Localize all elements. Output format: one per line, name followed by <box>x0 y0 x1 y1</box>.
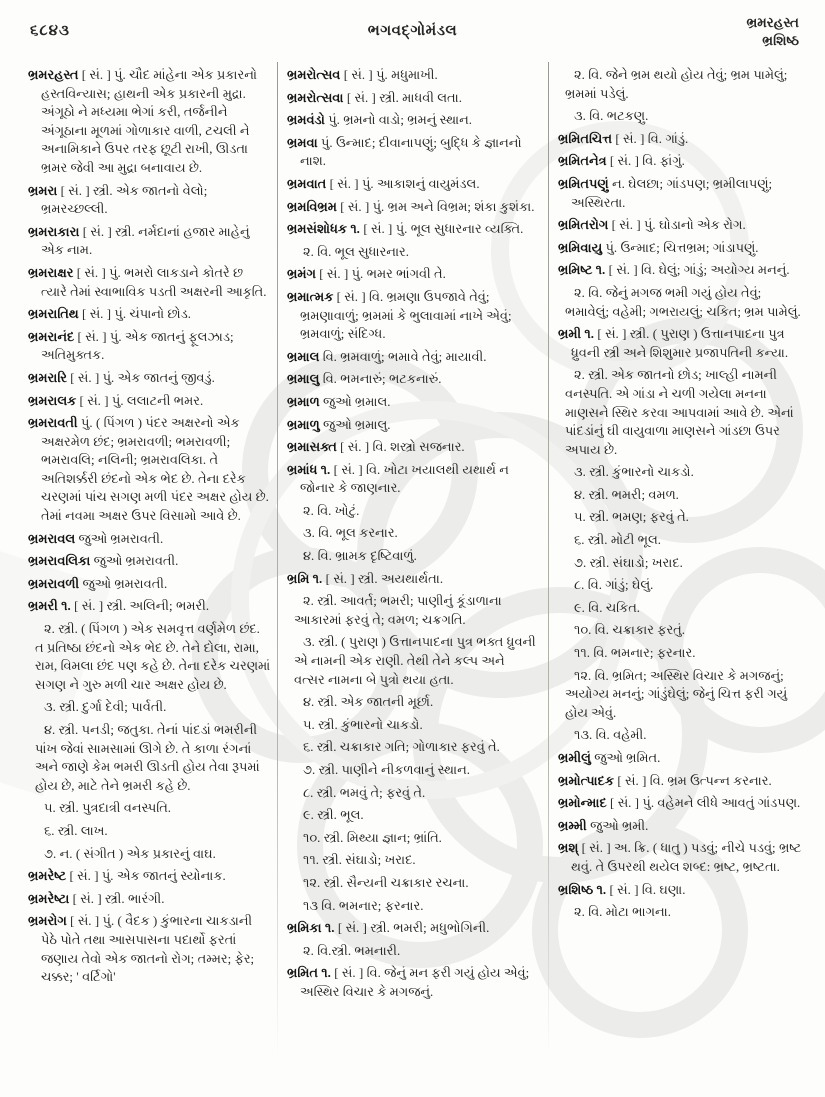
entry-text: જુઓ ભ્રમરાવતી. <box>93 554 179 569</box>
entry-text: ૩. વિ. ભટકણુ. <box>574 109 649 124</box>
entry-sense <box>28 845 271 864</box>
entry-sense <box>287 942 537 961</box>
entry-text: ૨. વિ. મોટા ભાગના. <box>574 905 672 920</box>
entry-text: [ સં. ] વિ. ભ્રમણા ઉપજાવે તેવું; ભ્રમણાવાળું; ભ્રમમાં કે ભુલાવામાં નાખે એવું; ભ્રમવાળું; સંદિગ્ધ. <box>300 289 512 342</box>
headword: ભ્રમરેષ્ટ <box>28 869 67 884</box>
entry-sense <box>558 508 803 527</box>
headword: ભ્રમાલ <box>287 349 320 364</box>
entry-text: ૭. સ્ત્રી. સંઘાડો; ખરાદ. <box>574 555 683 570</box>
entry-text: [ સં. ] સ્ત્રી. ( પુરાણ ) ઉત્તાનપાદના પુત્ર ધ્રુવની સ્ત્રી અને શિશુમાર પ્રજાપતિની કન્યા. <box>571 327 789 360</box>
entry-sense <box>558 667 803 723</box>
headword: ભ્રમાંધ ૧. <box>287 462 331 477</box>
dictionary-entry <box>558 817 803 836</box>
entry-text: ૩. સ્ત્રી. ( પુરાણ ) ઉત્તાનપાદના પુત્ર ભક્ત ધ્રુવની એ નામની એક રાણી. તેથી તેને કલ્પ અને વત્સર નામના બે પુત્રો થયા હતા. <box>294 635 536 687</box>
entry-text: ૨. વિ. જેને ભ્રમ થયો હોય તેવું; ભ્રમ પામેલું; ભ્રમમાં પડેલું. <box>565 68 788 101</box>
dictionary-entry <box>558 152 803 171</box>
headword: ભ્રમરાતિથ <box>28 307 79 322</box>
dictionary-entry <box>28 305 271 324</box>
entry-sense <box>558 554 803 573</box>
entry-sense <box>28 721 271 795</box>
entry-text: [ સં. ] પું. એક જાતનું સ્યોનાક. <box>69 869 226 884</box>
entry-text: પું. ( પિંગળ ) પંદર અક્ષરનો એક અક્ષરમેળ છંદ; ભ્રમરાવળી; ભમરાવળી; ભમરાવલિ; નલિની; ભ્રમરાવલિકા. તે અતિશર્ક્કરી છંદનો એક ભેદ છે. તેના દરેક ચરણમાં પાંચ સગણ મળી પંદર અક્ષર હોય છે. તેમાં નવમા અક્ષર ઉપર વિસામો આવે છે. <box>41 416 269 524</box>
entry-text: ૨. સ્ત્રી. ( પિંગળ ) એક સમવૃત્ત વર્ણમેળ છંદ. ત પ્રતિષ્ઠા છંદનો એક ભેદ છે. તેને દોલા, રામા, રામ, વિમલા છંદ પણ કહે છે. તેના દરેક ચરણમાં સગણ ને ગુરુ મળી ચાર અક્ષર હોય છે. <box>35 622 271 692</box>
entry-sense <box>558 66 803 103</box>
entry-text: ૫. સ્ત્રી. ભમણ; ફરવું તે. <box>574 510 689 525</box>
entry-text: [ સં. ] પું. ચંપાનો છોડ. <box>82 307 192 322</box>
dictionary-entry <box>287 370 537 389</box>
entry-sense <box>287 761 537 780</box>
dictionary-entry <box>558 216 803 235</box>
entry-text: ૩. સ્ત્રી. કુંભારનો ચાકડો. <box>574 465 694 480</box>
dictionary-entry <box>28 392 271 411</box>
dictionary-entry <box>287 919 537 938</box>
entry-sense <box>558 463 803 482</box>
headword: ભ્રમરાવળી <box>28 576 80 591</box>
entry-text: ૬. સ્ત્રી. મોટી ભૂલ. <box>574 533 662 548</box>
entry-text: [ સં. ] સ્ત્રી. અયથાર્થતા. <box>325 571 444 586</box>
entry-text: [ સં. ] પું. એક જાતનું ફૂલઝાડ; અતિમુક્તક. <box>41 329 234 363</box>
headword: ભ્રમરોગ <box>28 914 67 929</box>
entry-sense <box>558 107 803 126</box>
guide-words <box>746 14 799 50</box>
headword: ભ્રમંગ <box>287 267 316 282</box>
headword: ભ્રમરેષ્ટા <box>28 891 70 906</box>
entry-text: ૫. સ્ત્રી. કુંભારનો ચાકડો. <box>303 717 423 732</box>
headword: ભ્રમાત્મક <box>287 289 334 304</box>
dictionary-entry <box>287 393 537 412</box>
entry-text: [ સં. ] સ્ત્રી. ભારંગી. <box>72 891 165 906</box>
entry-sense <box>287 851 537 870</box>
column-divider <box>277 62 278 1057</box>
entry-text: ૫. સ્ત્રી. પુત્રદાત્રી વનસ્પતિ. <box>44 801 172 816</box>
entry-sense <box>558 726 803 745</box>
entry-sense <box>558 599 803 618</box>
entry-sense <box>287 806 537 825</box>
headword: ભ્રમી ૧. <box>558 327 595 342</box>
entry-text: ૨. સ્ત્રી. આવર્ત; ભમરી; પાણીનું કૂંડાળાના આકારમાં ફરવું તે; વમળ; ચક્રગતિ. <box>294 594 502 627</box>
dictionary-body <box>0 62 825 1097</box>
entry-text: પું. ઉન્માદ; દીવાનાપણું; બુદ્ધિ કે જ્ઞાનનો નાશ. <box>300 135 522 169</box>
dictionary-entry <box>287 461 537 498</box>
dictionary-entry <box>28 552 271 571</box>
dictionary-entry <box>287 288 537 344</box>
entry-text: ૬. સ્ત્રી. લાખ. <box>44 823 108 838</box>
entry-text: ૬. સ્ત્રી. ચક્રાકાર ગતિ; ગોળાકાર ફરવું તે. <box>303 740 500 755</box>
dictionary-entry <box>28 264 271 301</box>
dictionary-entry <box>28 530 271 549</box>
entry-sense <box>558 621 803 640</box>
dictionary-column <box>558 62 803 1083</box>
dictionary-entry <box>287 416 537 435</box>
entry-text: [ સં. ] પું. ભમર ભાંગવી તે. <box>319 267 446 282</box>
dictionary-entry <box>287 198 537 217</box>
entry-text: ૨. સ્ત્રી. એક જાતનો છોડ; ખાલ્હી નામની વનસ્પતિ. એ ગાંડા ને ચળી ગયેલા મનના માણસને સ્થિર કરવા આપવામાં આવે છે. એનાં પાંદડાંનું ઘી વાયુવાળા માણસને ગાંડછા ઉપર અપાય છે. <box>565 368 794 457</box>
entry-text: ૨. વિ.સ્ત્રી. ભમનારી. <box>303 943 401 958</box>
entry-text: [ સં. ] પું. ઘોડાનો એક રોગ. <box>611 218 746 233</box>
dictionary-entry <box>28 912 271 986</box>
entry-text: [ સં. ] પું. આકાશનું વાયુમંડલ. <box>329 176 480 191</box>
entry-text: [ સં. ] સ્ત્રી. અલિની; ભમરી. <box>74 599 210 614</box>
entry-sense <box>28 698 271 717</box>
entry-text: [ સં. ] પું. વહેમને લીધે આવતું ગાંડપણ. <box>610 796 801 811</box>
entry-text: ૧૧. સ્ત્રી. સંઘાડો; ખરાદ. <box>303 853 416 868</box>
entry-text: જુઓ ભ્રમિત. <box>594 751 661 765</box>
dictionary-entry <box>28 575 271 594</box>
headword: ભ્રમિતચિત્ત <box>558 131 613 146</box>
entry-text: [ સં. ] વિ. ઘેલું; ગાંડું; અયોગ્ય મનનું. <box>608 263 790 278</box>
headword: ભ્રમવિભ્રમ <box>287 199 337 214</box>
entry-text: ૨. વિ. ખોટું. <box>303 503 360 518</box>
entry-text: [ સં. ] પું. ભમરો લાકડાને કોતરે છ ત્યારે તેમાં સ્વાભાવિક પડતી અક્ષરની આકૃતિ. <box>41 265 267 299</box>
entry-text: ૭. સ્ત્રી. પાણીને નીકળવાનું સ્થાન. <box>303 763 471 777</box>
headword: ભ્રમવા <box>287 135 318 150</box>
headword: ભ્રમરાવલ <box>28 531 76 546</box>
entry-sense <box>287 633 537 689</box>
entry-sense <box>558 366 803 459</box>
entry-sense <box>287 592 537 629</box>
entry-text: ૮. સ્ત્રી. ભમવું તે; ફરવું તે. <box>303 785 426 800</box>
entry-sense <box>287 524 537 543</box>
dictionary-entry <box>287 570 537 589</box>
headword: ભ્રમરી ૧. <box>28 599 71 614</box>
dictionary-entry <box>28 890 271 909</box>
headword: ભ્રમિષ્ટ ૧. <box>558 263 606 278</box>
entry-sense <box>558 644 803 663</box>
entry-text: [ સં. ] વિ. ખોટા ખયાલથી યથાર્થ ન જોનાર કે જાણનાર. <box>300 462 509 496</box>
dictionary-entry <box>287 964 537 1001</box>
entry-sense <box>558 486 803 505</box>
headword: ભ્રમરાવલિકા <box>28 554 91 569</box>
dictionary-entry <box>558 794 803 813</box>
headword: ભ્રમોત્પાદક <box>558 773 615 788</box>
entry-text: [ સં. ] સ્ત્રી. નર્મદાનાં હજાર માહેનું એક નામ. <box>41 224 250 258</box>
dictionary-entry <box>558 881 803 900</box>
entry-text: ૯. સ્ત્રી. ભૂલ. <box>303 808 364 823</box>
entry-text: [ સં. ] સ્ત્રી. ભમરી; મધુભોગિની. <box>337 921 490 936</box>
headword: ભ્રમરાનંદ <box>28 329 75 344</box>
entry-text: [ સં. ] સ્ત્રી. એક જાતનો વેલો; ભ્રમરચ્છલ્લી. <box>41 183 208 217</box>
headword: ભ્રમિવાયુ <box>558 240 603 255</box>
entry-sense <box>287 547 537 566</box>
dictionary-entry <box>558 239 803 258</box>
entry-text: ૪. વિ. ભ્રામક દૃષ્ટિવાળું. <box>303 549 417 564</box>
entry-sense <box>287 243 537 262</box>
dictionary-entry <box>287 220 537 239</box>
headword: ભ્રશ્ <box>558 841 579 856</box>
headword: ભ્રમરોત્સવા <box>287 90 344 105</box>
headword: ભ્રમાસક્ત <box>287 440 337 455</box>
headword: ભ્રમરોત્સવ <box>287 68 341 82</box>
entry-text: ૯. વિ. ચકિત. <box>574 600 641 615</box>
dictionary-entry <box>287 66 537 85</box>
entry-sense <box>28 620 271 694</box>
entry-text: પું. ઉન્માદ; ચિત્તભ્રમ; ગાંડાપણું. <box>605 240 759 255</box>
dictionary-entry <box>558 130 803 149</box>
entry-text: જુઓ ભ્રમરાવતી. <box>82 576 168 591</box>
entry-text: જુઓ ભ્રમી. <box>590 818 649 833</box>
headword: ભ્રમરહસ્ત <box>28 68 79 82</box>
entry-text: ૪. સ્ત્રી. એક જાતની મૂર્છા. <box>303 695 434 710</box>
guide-word-last: ભ્રશિષ્ઠ <box>762 33 799 48</box>
entry-text: ૧૨. વિ. ભ્રમિત; અસ્થિર વિચાર કે મગજનું; અયોગ્ય મનનું; ગાંડુંઘેલું; જેનું ચિત્ત ફરી ગયું હોય એવું. <box>565 668 788 720</box>
dictionary-entry <box>558 175 803 212</box>
headword: ભ્રમાલુ <box>287 372 320 387</box>
dictionary-entry <box>28 328 271 365</box>
entry-text: જુઓ ભ્રમાલ. <box>323 394 391 409</box>
entry-sense <box>287 738 537 757</box>
entry-text: ૨. વિ. ભૂલ સુધારનાર. <box>303 244 410 259</box>
guide-word-first: ભ્રમરહસ્ત <box>746 15 799 30</box>
entry-text: [ સં. ] પું. ( વૈદક ) કુંભારના ચાકડાની પેઠે પોતે તથા આસપાસના પદાર્થો ફરતાં જણાય તેવો એક જાતનો રોગ; તમ્મર; ફેર; ચક્કર; ' વર્ટિગો' <box>41 914 255 985</box>
headword: ભ્રમરા <box>28 183 58 198</box>
entry-text: પું. ભ્રમનો વાડો; ભ્રમનું સ્થાન. <box>328 113 473 128</box>
headword: ભ્રમિતરોગ <box>558 218 609 233</box>
page-header <box>0 14 825 60</box>
dictionary-column <box>28 62 271 1083</box>
headword: ભ્રમ્મી <box>558 818 587 833</box>
entry-text: જુઓ ભ્રમરાવતી. <box>78 531 164 546</box>
entry-sense <box>287 874 537 893</box>
entry-text: ૩. વિ. ભૂલ કરનાર. <box>303 526 398 541</box>
headword: ભ્રમરાક્ષર <box>28 265 74 280</box>
entry-text: [ સં. ] વિ. ઘણા. <box>609 882 686 897</box>
headword: ભ્રમસંશોધક ૧. <box>287 222 360 237</box>
dictionary-entry <box>287 175 537 194</box>
dictionary-entry <box>558 749 803 768</box>
dictionary-entry <box>28 182 271 219</box>
headword: ભ્રમવાત <box>287 176 327 191</box>
entry-text: ૩. સ્ત્રી. દુર્ગા દેવી; પાર્વતી. <box>44 700 167 715</box>
entry-text: [ સં. ] વિ. ભ્રમ ઉત્પન્ન કરનાર. <box>617 773 772 788</box>
headword: ભ્રમોન્માદ <box>558 796 607 811</box>
entry-text: [ સં. ] સ્ત્રી. માધવી લતા. <box>346 90 463 105</box>
entry-text: ૧૩ વિ. ભમનાર; ફરનાર. <box>303 898 424 913</box>
entry-text: [ સં. ] પું. એક જાતનું જીવડું. <box>70 370 215 385</box>
entry-text: [ સં. ] વિ. શસ્ત્રો સજનાર. <box>340 440 465 455</box>
dictionary-entry <box>28 867 271 886</box>
entry-text: ન. ઘેલછા; ગાંડપણ; ભ્રમીલાપણું; અસ્થિરતા. <box>571 176 773 210</box>
entry-text: [ સં. ] પું. ભ્રમ અને વિભ્રમ; શંકા કુશંકા. <box>340 199 535 214</box>
entry-text: જુઓ ભ્રમાલુ. <box>323 417 391 432</box>
entry-text: [ સં. ] પું. ભૂલ સુધારનાર વ્યક્તિ. <box>363 222 524 237</box>
dictionary-column <box>287 62 537 1083</box>
dictionary-entry <box>287 111 537 130</box>
entry-sense <box>558 903 803 922</box>
entry-text: ૨. વિ. જેનું મગજ ભમી ગયું હોય તેવું; ભમાવેલું; વહેમી; ગભરાયલું; ચકિત; ભ્રમ પામેલું. <box>565 285 801 319</box>
headword: ભ્રમિતનેત્ર <box>558 154 607 169</box>
entry-text: ૧૨. સ્ત્રી. સૈન્યની ચક્રાકાર રચના. <box>303 875 469 890</box>
column-divider <box>548 62 549 1057</box>
entry-text: [ સં. ] વિ. ફાંગું. <box>609 154 685 169</box>
headword: ભ્રમિ ૧. <box>287 571 323 586</box>
dictionary-entry <box>28 414 271 526</box>
entry-sense <box>558 531 803 550</box>
entry-text: [ સં. ] પું. મધુમાખી. <box>343 68 438 82</box>
headword: ભ્રમિત ૧. <box>287 966 331 981</box>
entry-text: [ સં. ] વિ. જેનું મન ફરી ગયું હોય એવું; અસ્થિર વિચાર કે મગજનું. <box>300 966 530 999</box>
entry-sense <box>28 799 271 818</box>
entry-text: ૭. ન. ( સંગીત ) એક પ્રકારનું વાઘ. <box>44 846 216 861</box>
entry-text: [ સં. ] વિ. ગાંડું. <box>615 131 689 146</box>
dictionary-entry <box>558 772 803 791</box>
dictionary-entry <box>287 134 537 171</box>
dictionary-entry <box>558 839 803 876</box>
headword: ભ્રમાળુ <box>287 417 320 432</box>
entry-sense <box>287 502 537 521</box>
headword: ભ્રમરાલક <box>28 393 77 408</box>
dictionary-entry <box>287 89 537 108</box>
headword: ભ્રમીલું <box>558 751 591 765</box>
headword: ભ્રમરાવતી <box>28 416 78 431</box>
dictionary-entry <box>558 325 803 362</box>
entry-text: વિ. ભ્રમવાળું; ભમાવે તેવું; માયાવી. <box>322 349 487 364</box>
headword: ભ્રમિતપણું <box>558 176 609 191</box>
entry-sense <box>287 693 537 712</box>
entry-text: [ સં. ] અ. ક્રિ. ( ધાતુ ) પડવું; નીચે પડવું; ભ્રષ્ટ થવું. તે ઉપરથી થયેલ શબ્દ: ભ્રષ્ટ, ભ્રષ્ટતા. <box>571 841 802 874</box>
entry-sense <box>287 897 537 916</box>
dictionary-entry <box>28 223 271 260</box>
headword: ભ્રમવંડો <box>287 113 325 128</box>
headword: ભ્રશિષ્ઠ ૧. <box>558 882 607 897</box>
headword: ભ્રમિકા ૧. <box>287 921 335 936</box>
dictionary-entry <box>558 261 803 280</box>
dictionary-entry <box>287 265 537 284</box>
entry-text: [ સં. ] પું. લલાટની ભમર. <box>79 393 204 408</box>
entry-sense <box>558 576 803 595</box>
entry-sense <box>558 284 803 321</box>
entry-text: ૪. સ્ત્રી. પનડી; જતુકા. તેનાં પાંદડાં ભમરીની પાંખ જેવાં સામસામાં ઊગે છે. તે કાળા રંગનાં અને જાણે કેમ ભમરી ઊડતી હોય તેવા રૂપમાં હોય છે, માટે તેને ભ્રમરી કહે છે. <box>35 723 260 793</box>
book-title: ભગવદ્ગોમંડલ <box>367 23 458 39</box>
dictionary-entry <box>28 597 271 616</box>
dictionary-entry <box>28 369 271 388</box>
dictionary-entry <box>287 438 537 457</box>
entry-text: ૧૩. વિ. વહેમી. <box>574 728 647 743</box>
headword: ભ્રમરાકારા <box>28 224 80 239</box>
entry-sense <box>287 716 537 735</box>
entry-text: ૧૧. વિ. ભમનાર; ફરનાર. <box>574 646 696 661</box>
headword: ભ્રમાળ <box>287 394 320 409</box>
headword: ભ્રમરારિ <box>28 370 67 385</box>
dictionary-entry <box>287 348 537 367</box>
entry-text: વિ. ભમનારું; ભટકનારું. <box>322 372 442 387</box>
entry-text: [ સં. ] પું. ચૌદ માંહેના એક પ્રકારનો હસ્તવિન્યાસ; હાથની એક પ્રકારની મુદ્રા. અંગૂઠો ને મધ્યમા ભેગાં કરી, તર્જનીને અંગૂઠાના મૂળમાં ગોળાકાર વાળી, ટચલી ને અનામિકાને ઉપર તરફ છૂટી રાખી, ઊડતા ભ્રમર જેવી આ મુદ્રા બનાવાય છે. <box>41 68 258 175</box>
entry-text: ૧૦. વિ. ચક્રાકાર ફરતું. <box>574 623 686 638</box>
entry-sense <box>28 822 271 841</box>
entry-text: ૮. વિ. ગાંડું; ઘેલું. <box>574 578 654 593</box>
dictionary-entry <box>28 66 271 178</box>
entry-text: ૧૦. સ્ત્રી. મિથ્યા જ્ઞાન; ભ્રાંતિ. <box>303 830 442 845</box>
entry-text: ૪. સ્ત્રી. ભમરી; વમળ. <box>574 487 679 502</box>
page-number: ૬૮૪૩ <box>30 23 70 39</box>
entry-sense <box>287 784 537 803</box>
entry-sense <box>287 829 537 848</box>
